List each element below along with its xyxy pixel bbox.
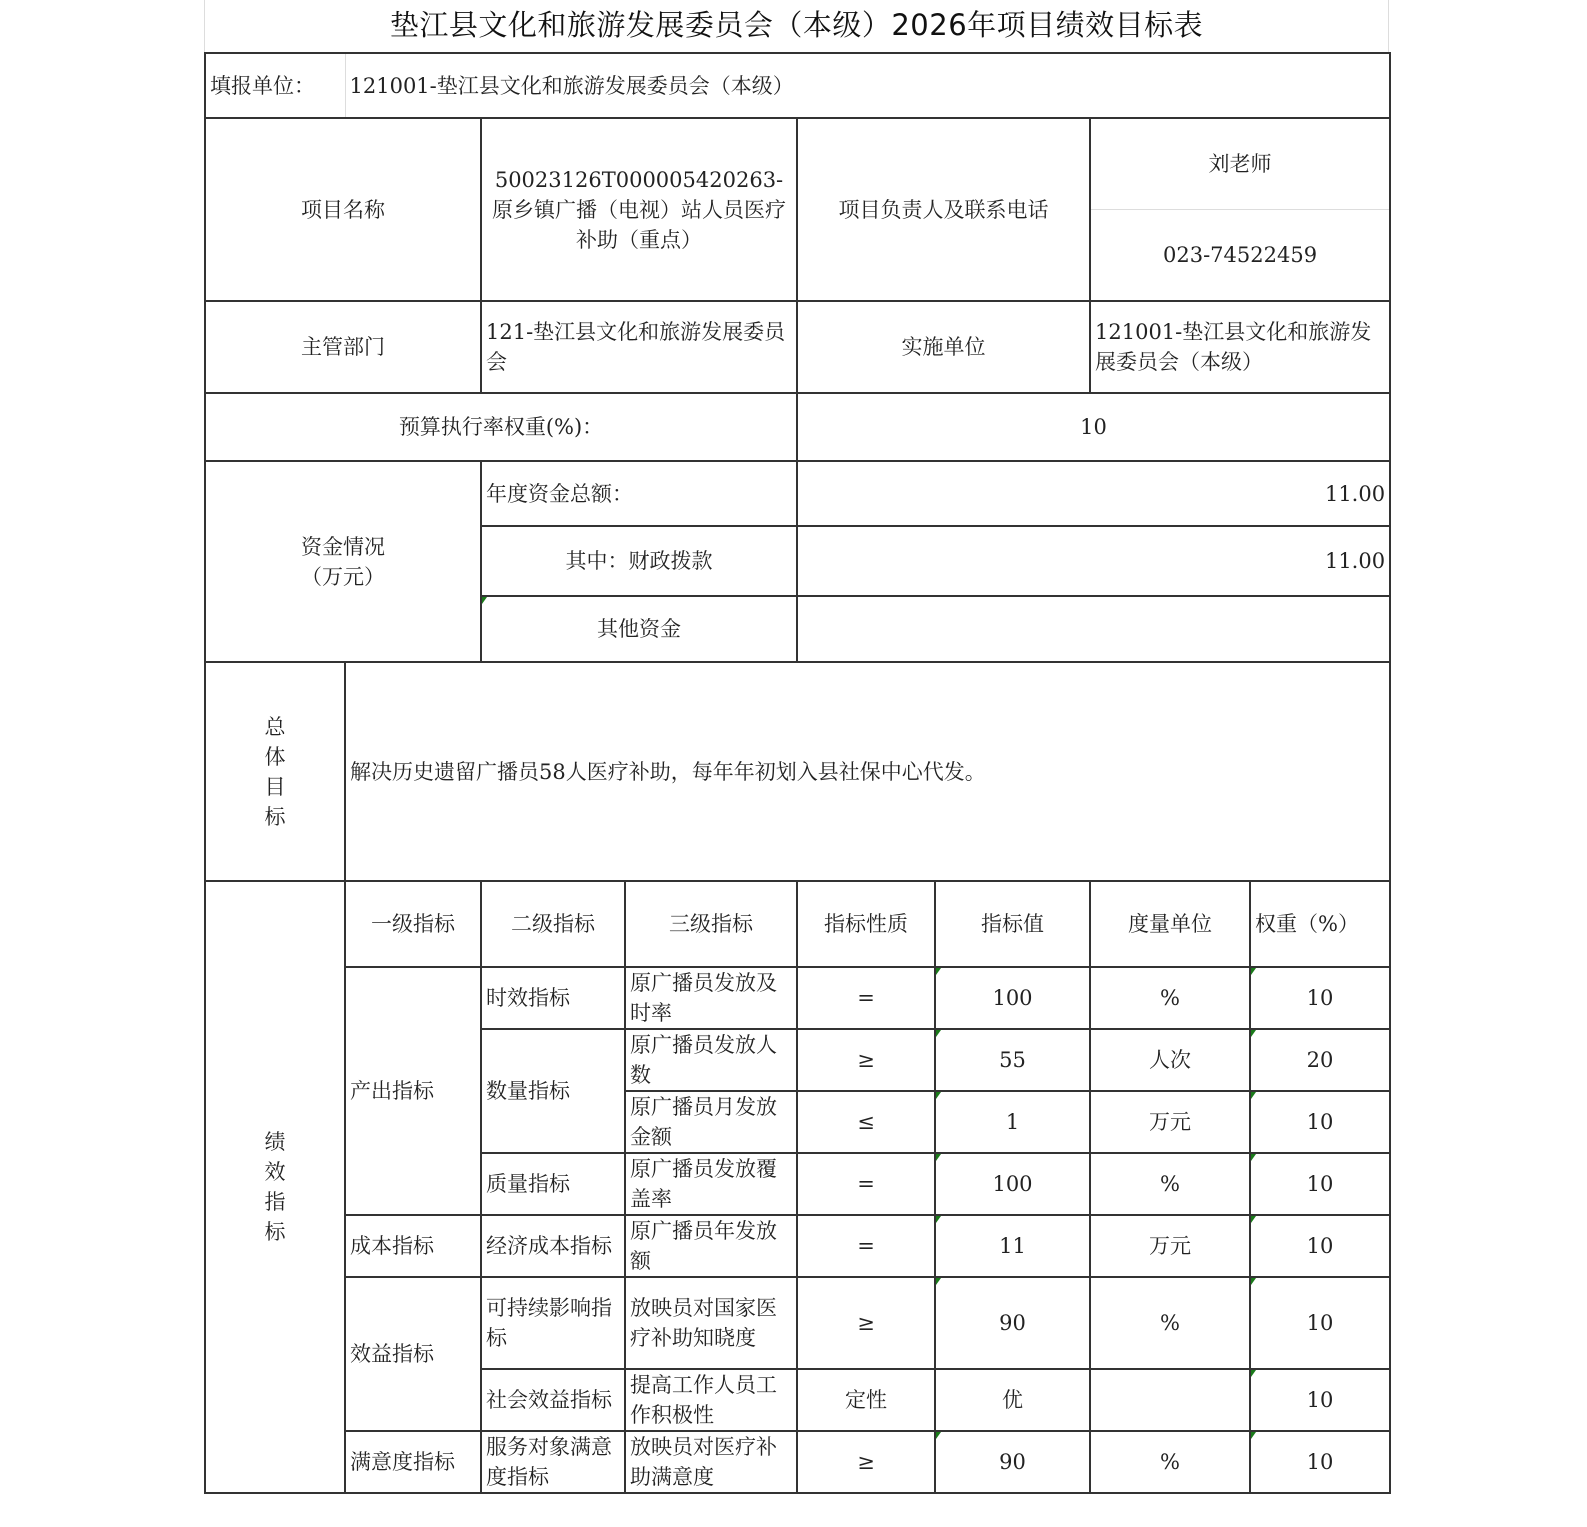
level2-cell: 经济成本指标 [481, 1215, 625, 1277]
value-cell: 11 [935, 1215, 1090, 1277]
contact-label: 项目负责人及联系电话 [797, 118, 1090, 301]
value-cell: 100 [935, 967, 1090, 1029]
project-name-value: 50023126T000005420263-原乡镇广播（电视）站人员医疗补助（重点） [481, 118, 797, 301]
level3-cell: 原广播员发放覆盖率 [625, 1153, 797, 1215]
value-cell: 1 [935, 1091, 1090, 1153]
weight-cell: 10 [1250, 1431, 1390, 1493]
level2-cell: 可持续影响指标 [481, 1277, 625, 1369]
indicators-char: 指 [264, 1190, 286, 1214]
indicators-char: 标 [264, 1220, 286, 1244]
unit-cell: % [1090, 1431, 1250, 1493]
level3-cell: 放映员对医疗补助满意度 [625, 1431, 797, 1493]
reporting-unit-row [205, 53, 1390, 118]
funds-label-line1: 资金情况 [301, 534, 385, 559]
funds-label [205, 461, 481, 662]
level3-cell: 原广播员发放人数 [625, 1029, 797, 1091]
indicator-row [205, 1215, 1390, 1277]
value-cell: 90 [935, 1277, 1090, 1369]
nature-cell: = [797, 1153, 935, 1215]
level1-benefit: 效益指标 [345, 1277, 481, 1431]
project-name-label: 项目名称 [205, 118, 481, 301]
level2-cell: 时效指标 [481, 967, 625, 1029]
header-level1: 一级指标 [345, 881, 481, 967]
nature-cell: ≥ [797, 1431, 935, 1493]
overall-goal-char: 目 [264, 774, 286, 799]
header-table [204, 52, 1391, 1494]
level3-cell: 原广播员发放及时率 [625, 967, 797, 1029]
header-value: 指标值 [935, 881, 1090, 967]
budget-weight-label: 预算执行率权重(%)： [205, 393, 797, 461]
weight-cell: 10 [1250, 1091, 1390, 1153]
value-cell: 55 [935, 1029, 1090, 1091]
weight-cell: 10 [1250, 1369, 1390, 1431]
weight-cell: 10 [1250, 1277, 1390, 1369]
funds-fiscal-label: 其中：财政拨款 [481, 526, 797, 596]
reporting-unit-label: 填报单位： [205, 53, 345, 118]
level2-cell: 数量指标 [481, 1029, 625, 1153]
overall-goal-label [205, 662, 345, 881]
indicator-row [205, 1277, 1390, 1369]
indicator-row [205, 1431, 1390, 1493]
funds-total-label: 年度资金总额： [481, 461, 797, 526]
value-cell: 90 [935, 1431, 1090, 1493]
unit-cell: % [1090, 1277, 1250, 1369]
overall-goal-row [205, 662, 1390, 881]
contact-person: 刘老师 [1090, 118, 1390, 209]
performance-target-sheet [204, 0, 1389, 1494]
header-level2: 二级指标 [481, 881, 625, 967]
weight-cell: 10 [1250, 1153, 1390, 1215]
funds-total-row [205, 461, 1390, 526]
nature-cell: 定性 [797, 1369, 935, 1431]
budget-weight-row [205, 393, 1390, 461]
value-cell: 优 [935, 1369, 1090, 1431]
funds-other-value [797, 596, 1390, 662]
header-weight: 权重（%） [1250, 881, 1390, 967]
funds-other-label: 其他资金 [481, 596, 797, 662]
indicators-char: 绩 [264, 1130, 286, 1154]
unit-cell: % [1090, 1153, 1250, 1215]
overall-goal-char: 标 [264, 804, 286, 829]
level2-cell: 社会效益指标 [481, 1369, 625, 1431]
indicators-label [205, 881, 345, 1493]
unit-cell: 人次 [1090, 1029, 1250, 1091]
weight-cell: 10 [1250, 967, 1390, 1029]
unit-cell [1090, 1369, 1250, 1431]
header-nature: 指标性质 [797, 881, 935, 967]
unit-cell: 万元 [1090, 1215, 1250, 1277]
level3-cell: 提高工作人员工作积极性 [625, 1369, 797, 1431]
level1-cost: 成本指标 [345, 1215, 481, 1277]
nature-cell: ≥ [797, 1277, 935, 1369]
overall-goal-text: 解决历史遗留广播员58人医疗补助，每年年初划入县社保中心代发。 [345, 662, 1390, 881]
level2-cell: 质量指标 [481, 1153, 625, 1215]
funds-fiscal-value: 11.00 [797, 526, 1390, 596]
funds-total-value: 11.00 [797, 461, 1390, 526]
nature-cell: ≥ [797, 1029, 935, 1091]
implementing-unit-value: 121001-垫江县文化和旅游发展委员会（本级） [1090, 301, 1390, 393]
unit-cell: % [1090, 967, 1250, 1029]
budget-weight-value: 10 [797, 393, 1390, 461]
department-label: 主管部门 [205, 301, 481, 393]
indicators-header-row [205, 881, 1390, 967]
project-name-row [205, 118, 1390, 209]
weight-cell: 20 [1250, 1029, 1390, 1091]
header-level3: 三级指标 [625, 881, 797, 967]
page-title: 垫江县文化和旅游发展委员会（本级）2026年项目绩效目标表 [204, 0, 1389, 52]
nature-cell: = [797, 1215, 935, 1277]
level1-output: 产出指标 [345, 967, 481, 1215]
nature-cell: = [797, 967, 935, 1029]
indicators-char: 效 [264, 1160, 286, 1184]
indicator-row [205, 967, 1390, 1029]
level1-satisfaction: 满意度指标 [345, 1431, 481, 1493]
department-value: 121-垫江县文化和旅游发展委员会 [481, 301, 797, 393]
nature-cell: ≤ [797, 1091, 935, 1153]
level3-cell: 原广播员年发放额 [625, 1215, 797, 1277]
unit-cell: 万元 [1090, 1091, 1250, 1153]
overall-goal-char: 总 [264, 714, 286, 739]
department-row [205, 301, 1390, 393]
weight-cell: 10 [1250, 1215, 1390, 1277]
level2-cell: 服务对象满意度指标 [481, 1431, 625, 1493]
overall-goal-char: 体 [264, 744, 286, 769]
header-unit: 度量单位 [1090, 881, 1250, 967]
value-cell: 100 [935, 1153, 1090, 1215]
contact-phone: 023-74522459 [1090, 209, 1390, 301]
level3-cell: 原广播员月发放金额 [625, 1091, 797, 1153]
reporting-unit-value: 121001-垫江县文化和旅游发展委员会（本级） [345, 53, 1390, 118]
level3-cell: 放映员对国家医疗补助知晓度 [625, 1277, 797, 1369]
implementing-unit-label: 实施单位 [797, 301, 1090, 393]
funds-label-line2: （万元） [301, 564, 385, 589]
